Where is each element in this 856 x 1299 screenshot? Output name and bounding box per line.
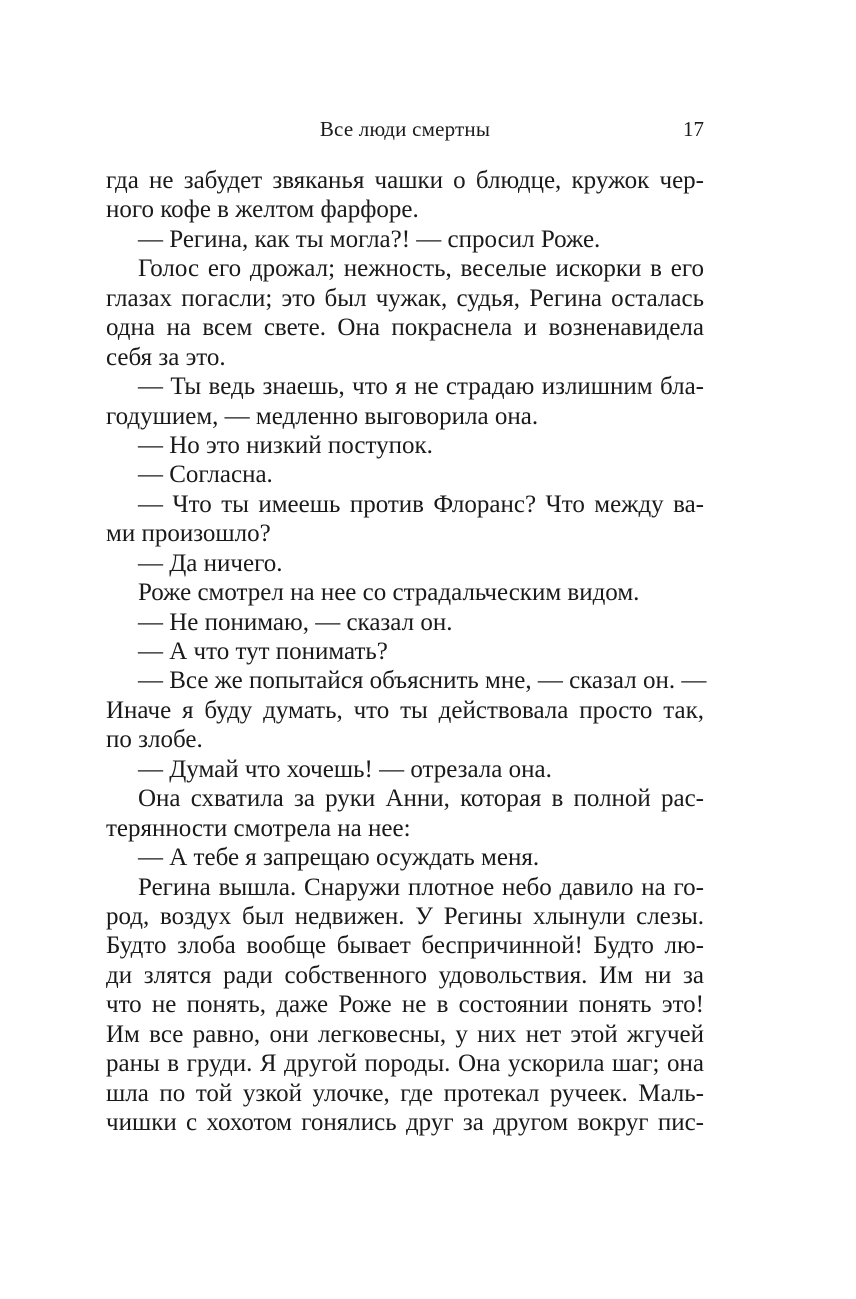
- text-line: — Ты ведь знаешь, что я не страдаю излишним бла-: [138, 373, 704, 401]
- text-line: — А тебе я запрещаю осуждать меня.: [138, 844, 540, 872]
- running-head: [106, 112, 704, 146]
- text-line: ди злятся ради собственного удовольствия. Им ни за: [106, 961, 704, 989]
- text-line: по злобе.: [106, 726, 203, 754]
- text-line: ного кофе в желтом фарфоре.: [106, 196, 419, 224]
- text-line: раны в груди. Я другой породы. Она ускорила шаг; она: [106, 1050, 704, 1078]
- text-line: — Регина, как ты могла?! — спросил Роже.: [138, 225, 601, 253]
- text-line: — Не понимаю, — сказал он.: [138, 608, 453, 636]
- text-line: Будто злоба вообще бывает беспричинной! Будто лю-: [106, 932, 704, 960]
- text-line: — Да ничего.: [138, 549, 283, 577]
- text-line: Роже смотрел на нее со страдальческим видом.: [138, 579, 640, 607]
- text-line: Голос его дрожал; нежность, веселые искорки в его: [138, 255, 704, 283]
- text-line: — Думай что хочешь! — отрезала она.: [138, 755, 552, 783]
- text-line: — Но это низкий поступок.: [138, 431, 433, 459]
- page-number: 17: [683, 117, 704, 141]
- text-line: глазах погасли; это был чужак, судья, Регина осталась: [106, 284, 704, 312]
- text-line: — Согласна.: [138, 461, 273, 489]
- text-line: — Что ты имеешь против Флоранс? Что между ва-: [138, 490, 704, 518]
- text-line: терянности смотрела на нее:: [106, 814, 411, 842]
- text-line: — А что тут понимать?: [138, 638, 388, 665]
- text-line: Иначе я буду думать, что ты действовала просто так,: [106, 696, 704, 724]
- text-line: чишки с хохотом гонялись друг за другом вокруг пис-: [106, 1109, 704, 1136]
- text-line: себя за это.: [106, 343, 226, 371]
- text-line: Она схватила за руки Анни, которая в полной рас-: [138, 785, 704, 813]
- text-line: — Все же попытайся объяснить мне, — сказал он. —: [138, 667, 707, 695]
- text-line: шла по той узкой улочке, где протекал ручеек. Маль-: [106, 1079, 704, 1107]
- text-line: гда не забудет звяканья чашки о блюдце, кружок чер-: [106, 167, 704, 194]
- text-line: одна на всем свете. Она покраснела и возненавидела: [106, 314, 704, 342]
- running-title: Все люди смертны: [319, 117, 491, 141]
- body-text: [106, 166, 707, 1137]
- text-line: Им все равно, они легковесны, у них нет этой жгучей: [106, 1020, 704, 1048]
- text-line: ми произошло?: [106, 520, 271, 548]
- text-line: род, воздух был недвижен. У Регины хлынули слезы.: [106, 902, 704, 930]
- text-line: Регина вышла. Снаружи плотное небо давило на го-: [138, 873, 704, 901]
- text-line: годушием, — медленно выговорила она.: [106, 402, 539, 430]
- text-line: что не понять, даже Роже не в состоянии понять это!: [106, 991, 704, 1019]
